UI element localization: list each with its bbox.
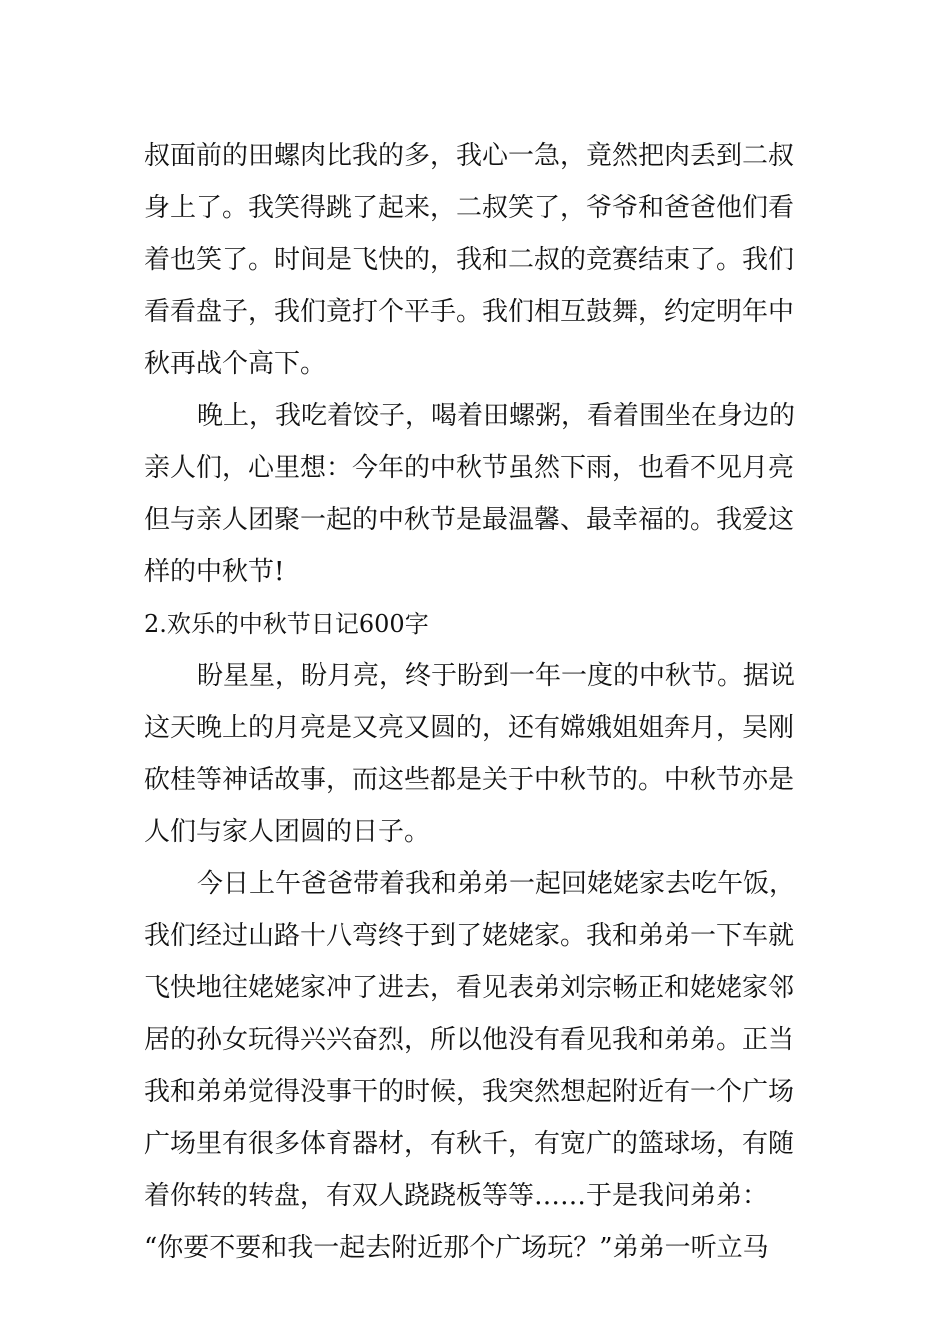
text-line: 叔面前的田螺肉比我的多，我心一急，竟然把肉丢到二叔 [144,141,795,171]
paragraph-start-line: 今日上午爸爸带着我和弟弟一起回姥姥家去吃午饭， [197,869,796,899]
text-line: 飞快地往姥姥家冲了进去，看见表弟刘宗畅正和姥姥家邻 [144,973,795,1003]
text-line: 人们与家人团圆的日子。 [144,817,431,847]
text-line: 但与亲人团聚一起的中秋节是最温馨、最幸福的。我爱这 [144,505,795,535]
text-line: 样的中秋节! [144,557,285,587]
text-line: 看看盘子，我们竟打个平手。我们相互鼓舞，约定明年中 [144,297,795,327]
text-line: 着也笑了。时间是飞快的，我和二叔的竞赛结束了。我们 [144,245,795,275]
text-line: 我们经过山路十八弯终于到了姥姥家。我和弟弟一下车就 [144,921,795,951]
text-line: 广场里有很多体育器材，有秋千，有宽广的篮球场，有随 [144,1129,795,1159]
text-line: 砍桂等神话故事，而这些都是关于中秋节的。中秋节亦是 [144,765,795,795]
document-body [144,130,808,1274]
paragraph-start-line: 晚上，我吃着饺子，喝着田螺粥，看着围坐在身边的 [197,401,796,431]
text-line: 我和弟弟觉得没事干的时候，我突然想起附近有一个广场 [144,1077,795,1107]
section-heading: 2.欢乐的中秋节日记600字 [144,610,429,638]
text-line: 这天晚上的月亮是又亮又圆的，还有嫦娥姐姐奔月，吴刚 [144,713,795,743]
text-line: 秋再战个高下。 [144,349,327,379]
text-line: 身上了。我笑得跳了起来，二叔笑了，爷爷和爸爸他们看 [144,193,795,223]
paragraph-start-line: 盼星星，盼月亮，终于盼到一年一度的中秋节。据说 [197,661,796,691]
text-line: “你要不要和我一起去附近那个广场玩？”弟弟一听立马 [144,1233,769,1263]
text-line: 居的孙女玩得兴兴奋烈，所以他没有看见我和弟弟。正当 [144,1025,795,1055]
text-line: 着你转的转盘，有双人跷跷板等等……于是我问弟弟： [144,1181,769,1211]
text-line: 亲人们，心里想：今年的中秋节虽然下雨，也看不见月亮 [144,453,795,483]
